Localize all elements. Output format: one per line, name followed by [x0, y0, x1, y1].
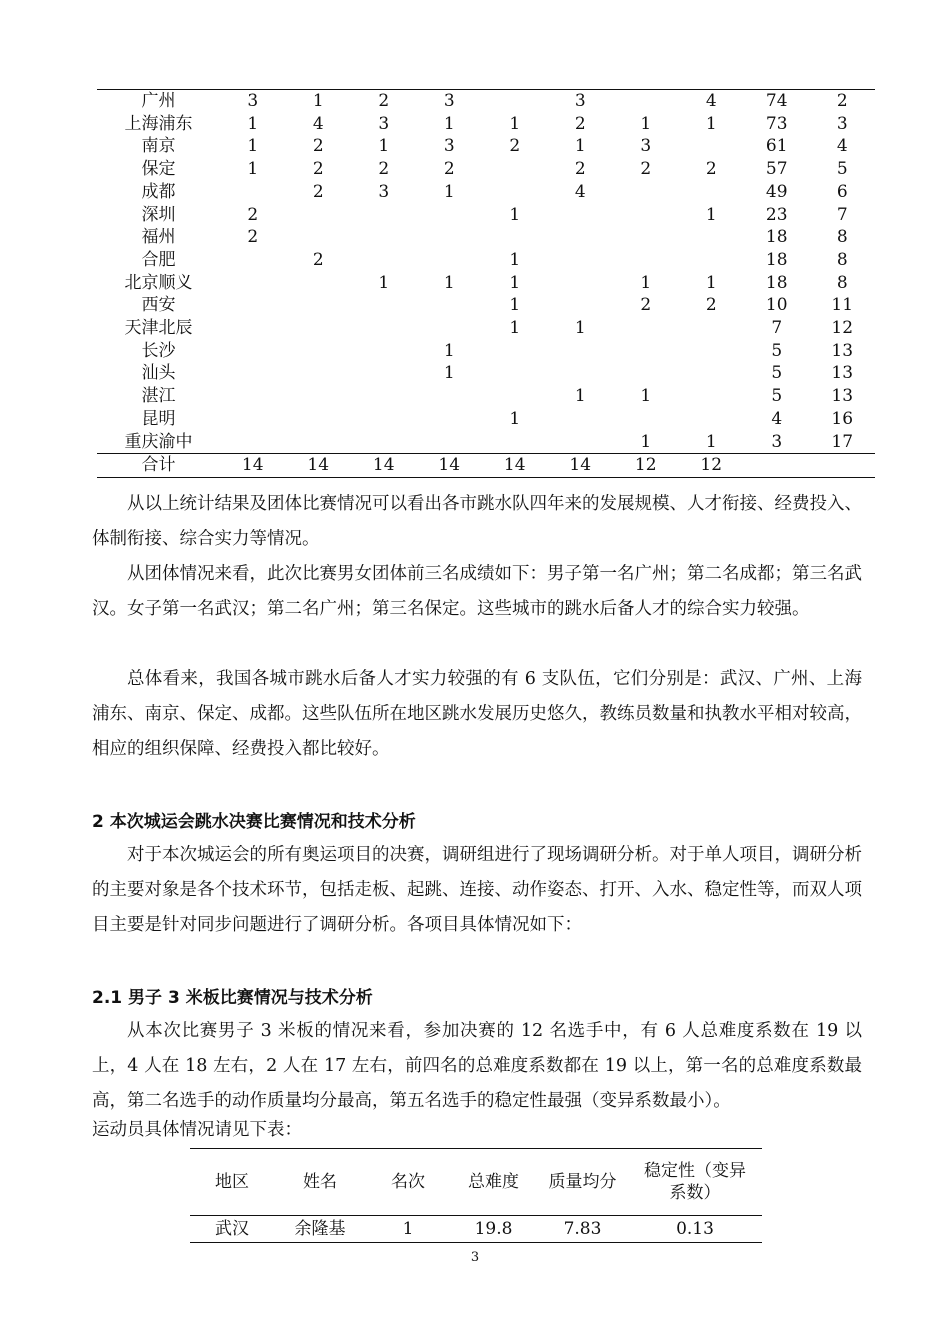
table-row	[97, 90, 875, 113]
athlete-table-header	[190, 1149, 762, 1216]
value-cell	[286, 385, 352, 408]
value-cell	[286, 431, 352, 454]
value-cell: 2	[810, 90, 876, 113]
cell-rank: 1	[366, 1216, 450, 1243]
value-cell	[548, 408, 614, 431]
value-cell	[417, 317, 483, 340]
value-cell: 2	[640, 159, 652, 180]
paragraph-team-results: 从团体情况来看，此次比赛男女团体前三名成绩如下：男子第一名广州；第二名成都；第三名武汉。女子第一名武汉；第二名广州；第三名保定。这些城市的跳水后备人才的综合实力较强。	[92, 564, 862, 619]
value-cell: 1	[443, 340, 455, 361]
value-cell	[679, 408, 745, 431]
total-cell: 14	[482, 454, 548, 478]
header-stability: 稳定性（变异系数）	[628, 1149, 762, 1216]
value-cell	[613, 181, 679, 204]
value-cell	[613, 408, 679, 431]
value-cell	[417, 431, 483, 454]
value-cell	[286, 204, 352, 227]
value-cell: 4	[836, 136, 848, 157]
value-cell	[351, 340, 417, 363]
value-cell	[613, 362, 679, 385]
page-number: 3	[470, 1250, 480, 1265]
value-cell: 49	[765, 181, 788, 202]
city-cell: 西安	[141, 295, 176, 316]
table-row	[97, 408, 875, 431]
value-cell	[220, 181, 286, 204]
value-cell	[351, 226, 417, 249]
value-cell: 1	[509, 249, 521, 270]
city-cell: 广州	[97, 90, 220, 113]
value-cell: 1	[378, 272, 390, 293]
value-cell	[548, 294, 614, 317]
value-cell	[286, 294, 352, 317]
value-cell: 2	[312, 159, 324, 180]
value-cell	[220, 317, 286, 340]
value-cell: 2	[312, 249, 324, 270]
cell-name: 余隆基	[274, 1216, 366, 1243]
value-cell: 5	[771, 386, 783, 407]
header-name: 姓名	[274, 1149, 366, 1216]
value-cell	[220, 431, 286, 454]
value-cell	[482, 158, 548, 181]
value-cell: 1	[705, 272, 717, 293]
total-cell: 14	[548, 454, 614, 478]
value-cell: 3	[443, 136, 455, 157]
value-cell: 73	[765, 113, 788, 134]
city-cell: 成都	[141, 181, 176, 202]
value-cell	[220, 272, 286, 295]
header-rank: 名次	[366, 1149, 450, 1216]
value-cell	[548, 226, 614, 249]
table-row	[97, 158, 875, 181]
value-cell: 11	[831, 295, 854, 316]
value-cell: 2	[351, 90, 417, 113]
value-cell: 1	[443, 181, 455, 202]
value-cell: 7	[836, 204, 848, 225]
value-cell: 3	[836, 113, 848, 134]
cell-stability: 0.13	[628, 1216, 762, 1243]
value-cell: 1	[247, 113, 259, 134]
value-cell: 1	[640, 386, 652, 407]
total-cell: 14	[220, 454, 286, 478]
value-cell	[482, 362, 548, 385]
value-cell: 3	[378, 181, 390, 202]
value-cell: 1	[705, 113, 717, 134]
city-cell: 重庆渝中	[124, 431, 193, 452]
total-row	[97, 454, 875, 478]
value-cell	[679, 249, 745, 272]
table-row	[97, 294, 875, 317]
paragraph-summary: 从以上统计结果及团体比赛情况可以看出各市跳水队四年来的发展规模、人才衔接、经费投入、体制衔接、综合实力等情况。	[92, 494, 862, 549]
value-cell: 3	[220, 90, 286, 113]
value-cell	[548, 272, 614, 295]
value-cell: 2	[574, 159, 586, 180]
value-cell	[482, 340, 548, 363]
value-cell: 1	[378, 136, 390, 157]
value-cell	[548, 362, 614, 385]
value-cell	[220, 294, 286, 317]
value-cell: 2	[443, 159, 455, 180]
value-cell	[679, 385, 745, 408]
value-cell: 1	[574, 318, 586, 339]
value-cell: 1	[247, 136, 259, 157]
value-cell	[351, 362, 417, 385]
value-cell	[548, 431, 614, 454]
value-cell: 4	[312, 113, 324, 134]
value-cell: 1	[509, 295, 521, 316]
value-cell	[351, 385, 417, 408]
total-cell	[810, 454, 876, 478]
city-cell: 福州	[141, 227, 176, 248]
value-cell: 1	[705, 431, 717, 452]
value-cell: 57	[765, 159, 788, 180]
value-cell	[548, 340, 614, 363]
table-row	[97, 113, 875, 136]
value-cell	[679, 226, 745, 249]
cell-region: 武汉	[190, 1216, 274, 1243]
value-cell: 13	[831, 363, 854, 384]
value-cell: 6	[836, 181, 848, 202]
city-cell: 南京	[141, 136, 176, 157]
value-cell: 13	[831, 386, 854, 407]
city-cell: 长沙	[141, 340, 176, 361]
value-cell	[613, 226, 679, 249]
city-medal-table	[97, 89, 875, 478]
total-cell: 14	[417, 454, 483, 478]
total-cell: 12	[679, 454, 745, 478]
value-cell	[679, 135, 745, 158]
value-cell: 61	[765, 136, 788, 157]
value-cell: 1	[574, 386, 586, 407]
value-cell: 2	[247, 204, 259, 225]
value-cell: 2	[509, 136, 521, 157]
value-cell: 2	[312, 136, 324, 157]
section-heading-2-1: 2.1 男子 3 米板比赛情况与技术分析	[92, 988, 373, 1008]
value-cell: 2	[378, 159, 390, 180]
value-cell	[613, 204, 679, 227]
value-cell	[417, 249, 483, 272]
value-cell	[220, 385, 286, 408]
value-cell	[286, 408, 352, 431]
table-row	[97, 135, 875, 158]
value-cell: 1	[443, 113, 455, 134]
athlete-table	[190, 1148, 762, 1243]
value-cell	[482, 181, 548, 204]
city-cell: 北京顺义	[124, 272, 193, 293]
paragraph-method: 对于本次城运会的所有奥运项目的决赛，调研组进行了现场调研分析。对于单人项目，调研分析的主要对象是各个技术环节，包括走板、起跳、连接、动作姿态、打开、入水、稳定性等，而双人项目主要是针对同步问题进行了调研分析。各项目具体情况如下：	[92, 845, 862, 935]
value-cell	[679, 317, 745, 340]
value-cell: 1	[509, 272, 521, 293]
value-cell: 1	[509, 113, 521, 134]
value-cell: 4	[771, 408, 783, 429]
value-cell	[679, 362, 745, 385]
value-cell: 2	[247, 227, 259, 248]
header-region: 地区	[190, 1149, 274, 1216]
value-cell	[482, 226, 548, 249]
value-cell	[613, 249, 679, 272]
total-cell: 14	[286, 454, 352, 478]
value-cell: 1	[509, 408, 521, 429]
value-cell	[417, 385, 483, 408]
value-cell: 18	[765, 227, 788, 248]
value-cell	[351, 431, 417, 454]
value-cell	[613, 317, 679, 340]
value-cell: 2	[312, 181, 324, 202]
value-cell	[613, 340, 679, 363]
value-cell: 5	[771, 340, 783, 361]
value-cell: 3	[548, 90, 614, 113]
value-cell: 10	[765, 295, 788, 316]
value-cell	[351, 408, 417, 431]
value-cell: 17	[831, 431, 854, 452]
header-quality: 质量均分	[537, 1149, 628, 1216]
value-cell: 2	[574, 113, 586, 134]
paragraph-table-intro: 运动员具体情况请见下表：	[92, 1120, 302, 1140]
value-cell	[286, 226, 352, 249]
value-cell: 7	[771, 318, 783, 339]
city-cell: 深圳	[141, 204, 176, 225]
value-cell: 5	[836, 159, 848, 180]
value-cell	[482, 431, 548, 454]
table-row	[97, 181, 875, 204]
value-cell	[482, 385, 548, 408]
header-difficulty: 总难度	[450, 1149, 537, 1216]
city-cell: 湛江	[141, 386, 176, 407]
total-cell	[744, 454, 810, 478]
value-cell	[613, 90, 679, 113]
city-cell: 天津北辰	[124, 318, 193, 339]
value-cell	[220, 249, 286, 272]
value-cell: 1	[509, 204, 521, 225]
value-cell: 3	[378, 113, 390, 134]
table-row	[97, 226, 875, 249]
table-row	[97, 317, 875, 340]
value-cell: 8	[836, 249, 848, 270]
value-cell: 1	[247, 159, 259, 180]
paragraph-overall: 总体看来，我国各城市跳水后备人才实力较强的有 6 支队伍，它们分别是：武汉、广州、上海浦东、南京、保定、成都。这些队伍所在地区跳水发展历史悠久，教练员数量和执教水平相对较高，相应的组织保障、经费投入都比较好。	[92, 669, 862, 759]
value-cell: 8	[836, 227, 848, 248]
value-cell: 74	[744, 90, 810, 113]
value-cell	[286, 340, 352, 363]
city-cell: 昆明	[141, 408, 176, 429]
table-row	[97, 249, 875, 272]
value-cell: 1	[509, 318, 521, 339]
city-cell: 保定	[141, 159, 176, 180]
table-row	[190, 1216, 762, 1243]
value-cell	[417, 204, 483, 227]
value-cell: 16	[831, 408, 854, 429]
value-cell: 18	[765, 249, 788, 270]
value-cell	[417, 294, 483, 317]
value-cell: 8	[836, 272, 848, 293]
value-cell: 18	[765, 272, 788, 293]
value-cell: 2	[705, 295, 717, 316]
total-cell: 12	[613, 454, 679, 478]
value-cell	[286, 317, 352, 340]
table-row	[97, 340, 875, 363]
value-cell: 1	[443, 363, 455, 384]
value-cell	[351, 204, 417, 227]
value-cell	[286, 272, 352, 295]
value-cell	[220, 362, 286, 385]
value-cell: 1	[705, 204, 717, 225]
value-cell	[548, 204, 614, 227]
city-cell: 合肥	[141, 249, 176, 270]
total-label: 合计	[97, 454, 220, 478]
value-cell	[286, 362, 352, 385]
value-cell: 1	[574, 136, 586, 157]
value-cell: 1	[640, 113, 652, 134]
value-cell	[220, 408, 286, 431]
value-cell	[679, 340, 745, 363]
table-row	[97, 362, 875, 385]
table-row	[97, 272, 875, 295]
value-cell: 4	[574, 181, 586, 202]
paragraph-men-3m: 从本次比赛男子 3 米板的情况来看，参加决赛的 12 名选手中，有 6 人总难度系数在 19 以上，4 人在 18 左右，2 人在 17 左右，前四名的总难度系数都在 19 以上，第一名的总难度系数最高，第二名选手的动作质量均分最高，第五名选手的稳定性最强（变异系数最小）。	[92, 1021, 862, 1111]
value-cell	[351, 249, 417, 272]
table-row	[97, 431, 875, 454]
value-cell: 3	[417, 90, 483, 113]
value-cell: 1	[286, 90, 352, 113]
value-cell: 3	[640, 136, 652, 157]
section-heading-2: 2 本次城运会跳水决赛比赛情况和技术分析	[92, 812, 416, 832]
value-cell: 4	[679, 90, 745, 113]
value-cell	[351, 294, 417, 317]
value-cell: 1	[640, 272, 652, 293]
value-cell	[417, 226, 483, 249]
value-cell: 2	[705, 159, 717, 180]
value-cell: 12	[831, 318, 854, 339]
total-cell: 14	[351, 454, 417, 478]
value-cell: 3	[771, 431, 783, 452]
value-cell	[482, 90, 548, 113]
value-cell: 23	[765, 204, 788, 225]
value-cell: 1	[640, 431, 652, 452]
value-cell: 13	[831, 340, 854, 361]
value-cell: 1	[443, 272, 455, 293]
value-cell	[679, 181, 745, 204]
value-cell	[220, 340, 286, 363]
table-row	[97, 204, 875, 227]
cell-quality: 7.83	[537, 1216, 628, 1243]
value-cell: 2	[640, 295, 652, 316]
value-cell: 5	[771, 363, 783, 384]
city-cell: 汕头	[141, 363, 176, 384]
cell-difficulty: 19.8	[450, 1216, 537, 1243]
value-cell	[548, 249, 614, 272]
city-cell: 上海浦东	[124, 113, 193, 134]
table-row	[97, 385, 875, 408]
value-cell	[351, 317, 417, 340]
value-cell	[417, 408, 483, 431]
